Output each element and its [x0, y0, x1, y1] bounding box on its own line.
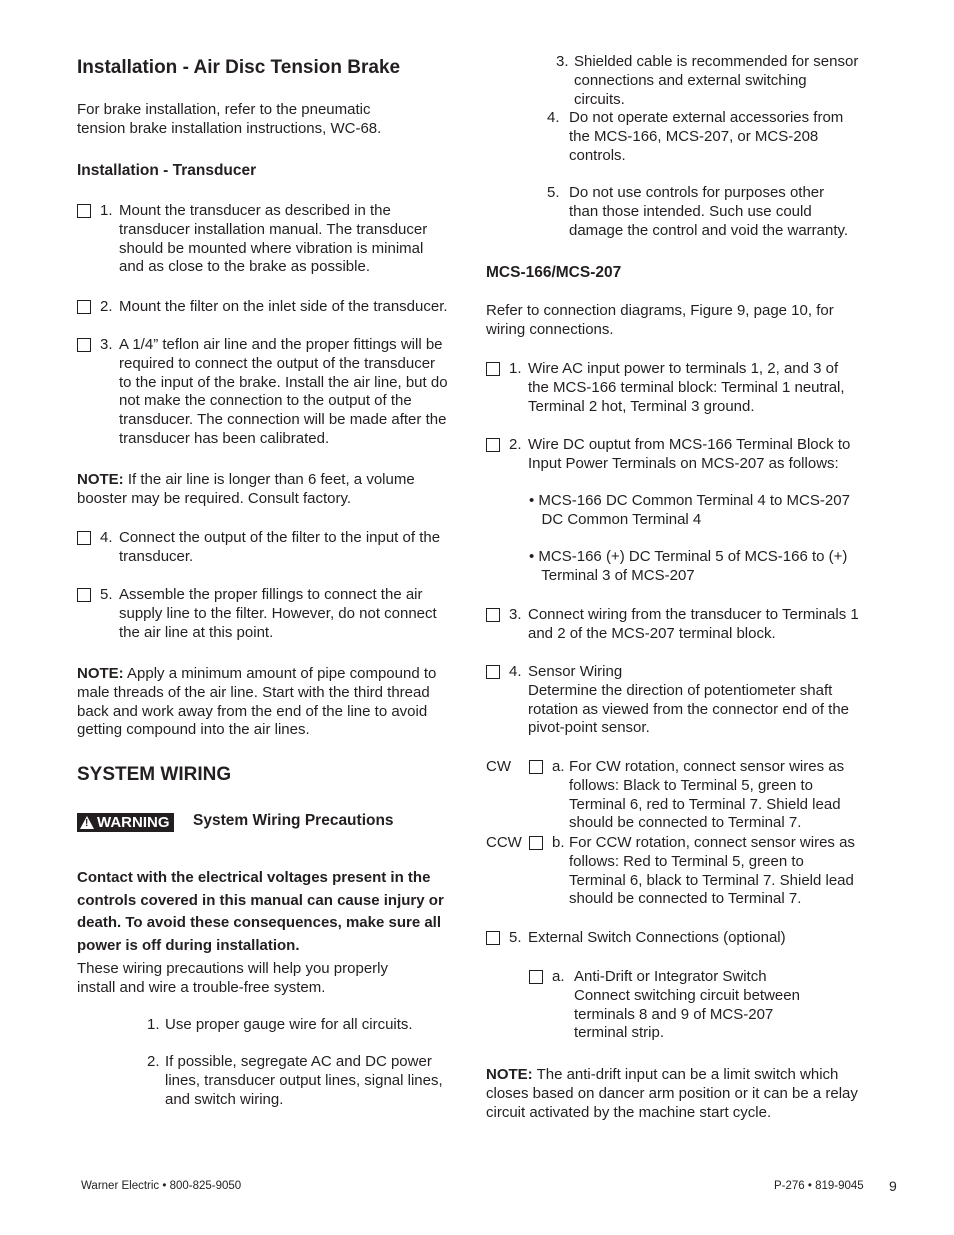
mcs-step-5-checkbox[interactable]: [486, 931, 500, 945]
mcs-step-1-number: 1.: [509, 360, 522, 377]
note-text: Apply a minimum amount of pipe compound to male threads of the air line. Start with the third thread back and work away from the end of the line to avoid getting compound into the air lines.: [77, 665, 437, 739]
anti-drift-letter: a.: [552, 968, 565, 985]
footer-doc-number: P-276 • 819-9045: [774, 1180, 864, 1192]
mcs-step-4-text: Sensor Wiring Determine the direction of potentiometer shaft rotation as viewed from the connector end of the pivot-point sensor.: [528, 663, 850, 737]
precaution-1-text: Use proper gauge wire for all circuits.: [165, 1016, 413, 1033]
step-4-checkbox[interactable]: [77, 531, 91, 545]
note-label: NOTE:: [77, 665, 124, 682]
mcs-intro: Refer to connection diagrams, Figure 9, page 10, for wiring connections.: [486, 302, 834, 338]
bullet-1: • MCS-166 DC Common Terminal 4 to MCS-207 DC Common Terminal 4: [529, 492, 850, 528]
step-1-number: 1.: [100, 202, 113, 219]
mcs-step-3-checkbox[interactable]: [486, 608, 500, 622]
section-title: Installation - Air Disc Tension Brake: [77, 57, 401, 78]
note-text: If the air line is longer than 6 feet, a volume booster may be required. Consult factory.: [77, 471, 415, 507]
mcs-step-4-number: 4.: [509, 663, 522, 680]
mcs-step-3-number: 3.: [509, 606, 522, 623]
bullet-2: • MCS-166 (+) DC Terminal 5 of MCS-166 to (+) Terminal 3 of MCS-207: [529, 548, 848, 584]
mcs-step-1-checkbox[interactable]: [486, 362, 500, 376]
step-3-checkbox[interactable]: [77, 338, 91, 352]
mcs-step-2-text: Wire DC ouptut from MCS-166 Terminal Block to Input Power Terminals on MCS-207 as follows:: [528, 436, 851, 472]
note-label: NOTE:: [77, 471, 124, 488]
mcs-step-5-text: External Switch Connections (optional): [528, 929, 786, 946]
system-wiring-heading: SYSTEM WIRING: [77, 764, 232, 785]
anti-drift-text: Anti-Drift or Integrator Switch Connect switching circuit between terminals 8 and 9 of MCS-207 terminal strip.: [574, 968, 800, 1042]
mcs-step-4-checkbox[interactable]: [486, 665, 500, 679]
precaution-2-number: 2.: [147, 1053, 160, 1070]
step-4-number: 4.: [100, 529, 113, 546]
step-2-text: Mount the filter on the inlet side of the transducer.: [119, 298, 448, 315]
cw-item-text: For CW rotation, connect sensor wires as follows: Black to Terminal 5, green to Terminal 6, red to Terminal 7. Shield lead should be connected to Terminal 7.: [569, 758, 845, 832]
footer-company: Warner Electric • 800-825-9050: [81, 1180, 242, 1192]
note-airline: [77, 471, 415, 509]
warning-label: WARNING: [97, 814, 170, 831]
ccw-item-text: For CCW rotation, connect sensor wires as follows: Red to Terminal 5, green to Terminal 6, black to Terminal 7. Shield lead should be connected to Terminal 7.: [569, 834, 855, 908]
step-3-text: A 1/4” teflon air line and the proper fittings will be required to connect the output of the transducer to the input of the brake. Install the air line, but do not make the connection to the output of the transducer. The connection will be made after the transducer has been calibrated.: [119, 336, 448, 447]
cw-checkbox[interactable]: [529, 760, 543, 774]
ccw-checkbox[interactable]: [529, 836, 543, 850]
mcs-step-1-text: Wire AC input power to terminals 1, 2, and 3 of the MCS-166 terminal block: Terminal 1 neutral, Terminal 2 hot, Terminal 3 ground.: [528, 360, 845, 415]
step-1-checkbox[interactable]: [77, 204, 91, 218]
precaution-2-text: If possible, segregate AC and DC power lines, transducer output lines, signal lines, and switch wiring.: [165, 1053, 443, 1108]
intro-paragraph: For brake installation, refer to the pneumatic tension brake installation instructions, WC-68.: [77, 101, 382, 137]
warning-badge: [77, 813, 174, 832]
warning-text: Contact with the electrical voltages present in the controls covered in this manual can cause injury or death. To avoid these consequences, make sure all power is off during installation.: [77, 869, 444, 954]
anti-drift-checkbox[interactable]: [529, 970, 543, 984]
step-3-number: 3.: [100, 336, 113, 353]
page-number: 9: [889, 1178, 897, 1194]
warning-icon: !: [80, 816, 94, 829]
ccw-label: CCW: [486, 834, 522, 851]
transducer-heading: Installation - Transducer: [77, 162, 257, 179]
step-2-checkbox[interactable]: [77, 300, 91, 314]
step-2-number: 2.: [100, 298, 113, 315]
cw-item-letter: a.: [552, 758, 565, 775]
precaution-4-number: 4.: [547, 109, 560, 126]
step-1-text: Mount the transducer as described in the transducer installation manual. The transducer should be mounted where vibration is minimal and as close to the brake as possible.: [119, 202, 428, 276]
precaution-3-text: Shielded cable is recommended for sensor connections and external switching circuits.: [574, 53, 859, 108]
mcs-step-3-text: Connect wiring from the transducer to Terminals 1 and 2 of the MCS-207 terminal block.: [528, 606, 859, 642]
cw-label: CW: [486, 758, 511, 775]
precaution-4-text: Do not operate external accessories from the MCS-166, MCS-207, or MCS-208 controls.: [569, 109, 844, 164]
precautions-heading: System Wiring Precautions: [193, 812, 394, 829]
precaution-5-text: Do not use controls for purposes other than those intended. Such use could damage the control and void the warranty.: [569, 184, 849, 239]
step-4-text: Connect the output of the filter to the input of the transducer.: [119, 529, 441, 565]
note-anti-drift: [486, 1066, 858, 1122]
ccw-item-letter: b.: [552, 834, 565, 851]
note-label: NOTE:: [486, 1066, 533, 1083]
step-5-checkbox[interactable]: [77, 588, 91, 602]
note-pipe-compound: [77, 665, 436, 740]
precaution-3-number: 3.: [556, 53, 569, 70]
mcs-step-2-number: 2.: [509, 436, 522, 453]
mcs-heading: MCS-166/MCS-207: [486, 264, 622, 281]
step-5-number: 5.: [100, 586, 113, 603]
mcs-step-2-checkbox[interactable]: [486, 438, 500, 452]
precaution-5-number: 5.: [547, 184, 560, 201]
precautions-intro: These wiring precautions will help you properly install and wire a trouble-free system.: [77, 960, 388, 996]
step-5-text: Assemble the proper fillings to connect the air supply line to the filter. However, do not connect the air line at this point.: [119, 586, 437, 641]
note-text: The anti-drift input can be a limit switch which closes based on dancer arm position or it can be a relay circuit activated by the machine start cycle.: [486, 1066, 858, 1121]
mcs-step-5-number: 5.: [509, 929, 522, 946]
precaution-1-number: 1.: [147, 1016, 160, 1033]
